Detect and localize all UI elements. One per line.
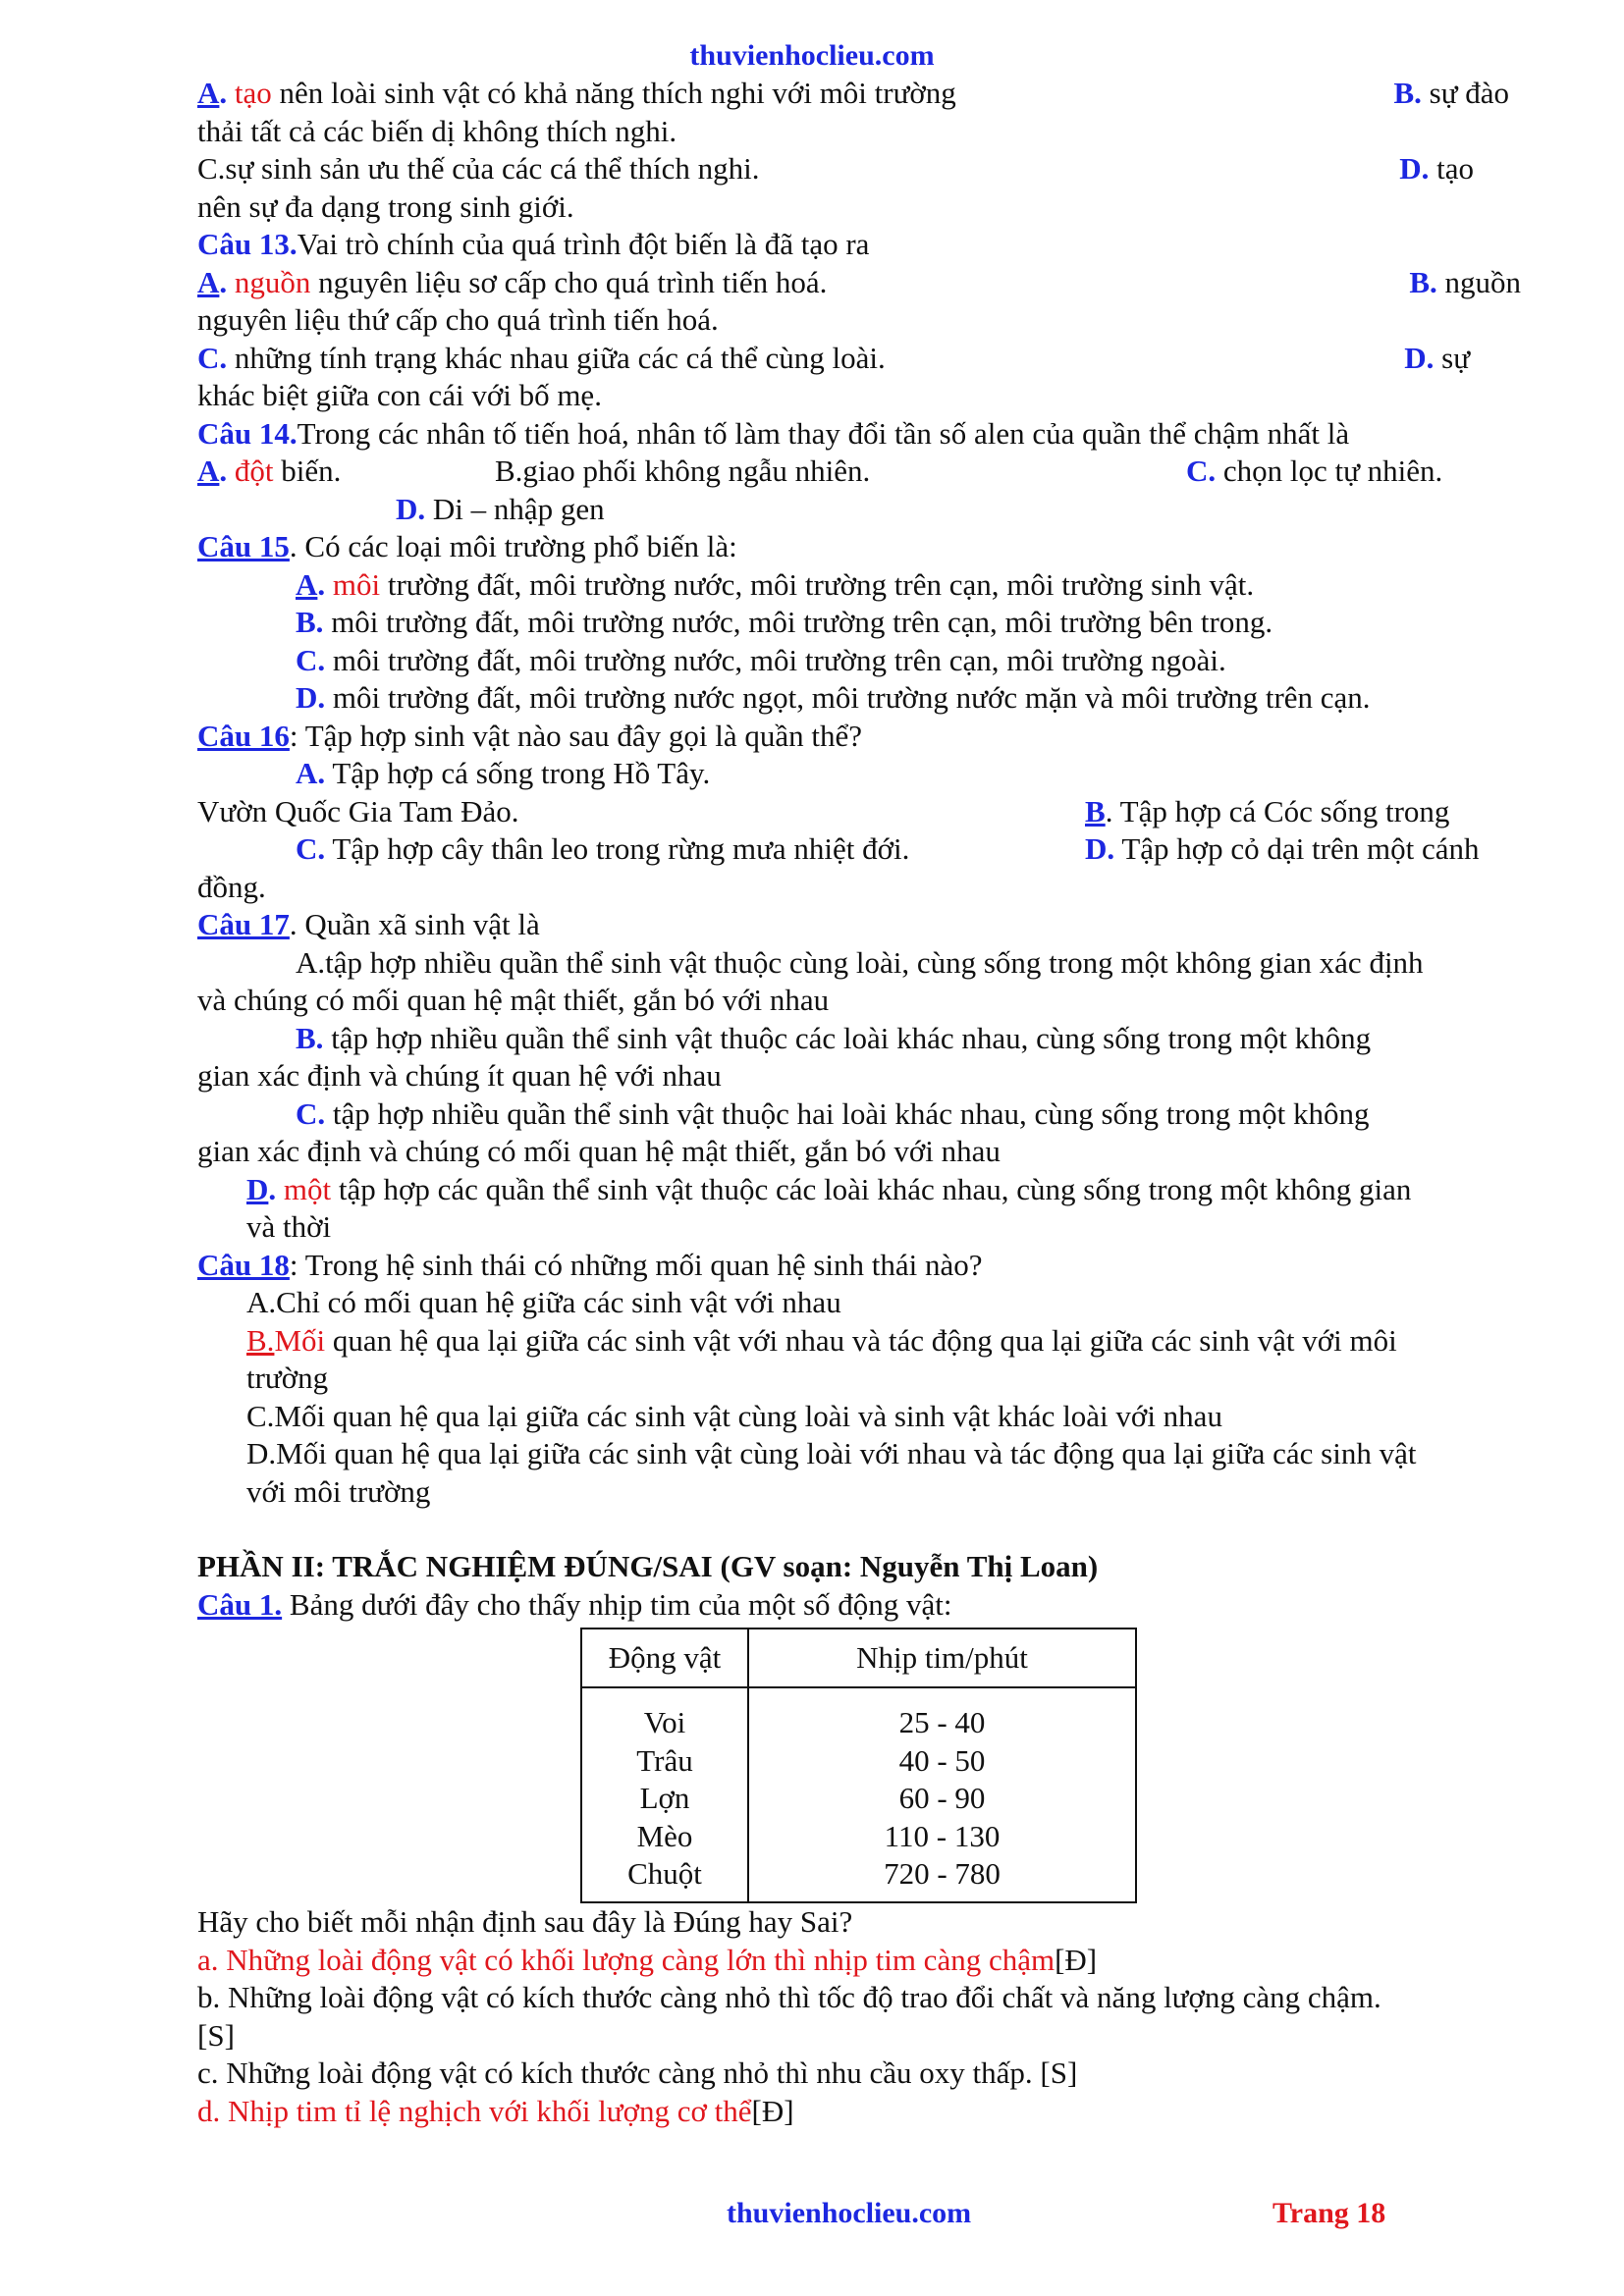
statement-b-l1: b. Những loài động vật có kích thước càng nhỏ thì tốc độ trao đổi chất và năng lượng càng chậm. [197, 1980, 1381, 2014]
q12-option-b-cont: thải tất cả các biến dị không thích nghi. [197, 113, 677, 148]
document-body [197, 75, 1525, 2130]
q15-option-c: C. môi trường đất, môi trường nước, môi trường trên cạn, môi trường ngoài. [296, 642, 1226, 677]
q13-stem: Câu 13.Vai trò chính của quá trình đột biến là đã tạo ra [197, 227, 870, 261]
q17-option-c-l2: gian xác định và chúng có mối quan hệ mật thiết, gắn bó với nhau [197, 1134, 1001, 1168]
table-row: Chuột 720 - 780 [581, 1855, 1136, 1902]
q18-option-b-l2: trường [246, 1361, 329, 1395]
q18-stem: Câu 18: Trong hệ sinh thái có những mối quan hệ sinh thái nào? [197, 1247, 983, 1282]
q13-option-d-cont: khác biệt giữa con cái với bố mẹ. [197, 378, 602, 412]
q17-option-d-l2: và thời [246, 1209, 332, 1244]
q14-options-line: A. đột biến. B.giao phối không ngẫu nhiên. C. chọn lọc tự nhiên. [197, 454, 1443, 488]
q12-option-a-line: A. tạo nên loài sinh vật có khả năng thích nghi với môi trường B. sự đào [197, 76, 1509, 110]
q17-option-a-l1: A.tập hợp nhiều quần thể sinh vật thuộc cùng loài, cùng sống trong một không gian xác định [296, 944, 1424, 980]
q16-stem: Câu 16: Tập hợp sinh vật nào sau đây gọi là quần thể? [197, 718, 863, 753]
q17-option-b-l1: B. tập hợp nhiều quần thể sinh vật thuộc các loài khác nhau, cùng sống trong một không [296, 1020, 1372, 1055]
page-number: Trang 18 [1272, 2197, 1386, 2229]
footer-site[interactable]: thuvienhoclieu.com [727, 2197, 972, 2229]
header-site[interactable]: thuvienhoclieu.com [689, 39, 935, 72]
q16-option-d-cont: đồng. [197, 869, 266, 904]
q14-option-d: D. Di – nhập gen [396, 491, 605, 526]
q15-option-a: A. môi trường đất, môi trường nước, môi trường trên cạn, môi trường sinh vật. [296, 566, 1255, 602]
q14-stem: Câu 14.Trong các nhân tố tiến hoá, nhân tố làm thay đổi tần số alen của quần thể chậm nhất là [197, 415, 1350, 451]
q18-option-b-l1: B.Mối quan hệ qua lại giữa các sinh vật với nhau và tác động qua lại giữa các sinh vật với môi [246, 1322, 1397, 1358]
q16-option-ab-line: A. Tập hợp cá sống trong Hồ Tây. B. Tập hợp cá Cóc sống trong [296, 756, 1450, 828]
q15-option-d: D. môi trường đất, môi trường nước ngọt, môi trường nước mặn và môi trường trên cạn. [296, 680, 1371, 715]
q18-option-d-l1: D.Mối quan hệ qua lại giữa các sinh vật cùng loài với nhau và tác động qua lại giữa các sinh vật [246, 1436, 1417, 1470]
q17-option-a-l2: và chúng có mối quan hệ mật thiết, gắn bó với nhau [197, 983, 830, 1017]
q18-option-c: C.Mối quan hệ qua lại giữa các sinh vật cùng loài và sinh vật khác loài với nhau [246, 1398, 1222, 1433]
part2-q1-stem: Câu 1. Bảng dưới đây cho thấy nhịp tim của một số động vật: [197, 1586, 952, 1622]
q13-option-b-cont: nguyên liệu thứ cấp cho quá trình tiến hoá. [197, 302, 719, 337]
q13-option-c-line: C. những tính trạng khác nhau giữa các cá thể cùng loài. D. sự [197, 340, 1470, 375]
heart-rate-table-wrap [197, 1624, 1525, 1903]
q16-option-cd-line: C. Tập hợp cây thân leo trong rừng mưa nhiệt đới. D. Tập hợp cỏ dại trên một cánh [296, 831, 1480, 866]
q17-option-c-l1: C. tập hợp nhiều quần thể sinh vật thuộc hai loài khác nhau, cùng sống trong một không [296, 1095, 1370, 1131]
table-header-rate: Nhịp tim/phút [748, 1629, 1136, 1687]
q16-option-b-cont: Vườn Quốc Gia Tam Đảo. [197, 793, 519, 828]
q12-option-c-line: C.sự sinh sản ưu thế của các cá thể thích nghi. D. tạo [197, 151, 1474, 186]
table-row: Trâu 40 - 50 [581, 1742, 1136, 1781]
q18-option-a: A.Chỉ có mối quan hệ giữa các sinh vật với nhau [246, 1285, 841, 1319]
q17-option-b-l2: gian xác định và chúng ít quan hệ với nhau [197, 1058, 722, 1093]
q17-option-d-l1: D. một tập hợp các quần thể sinh vật thuộc các loài khác nhau, cùng sống trong một không gian [246, 1171, 1412, 1206]
q18-option-d-l2: với môi trường [246, 1473, 431, 1509]
part2-prompt: Hãy cho biết mỗi nhận định sau đây là Đúng hay Sai? [197, 1904, 853, 1939]
q17-stem: Câu 17. Quần xã sinh vật là [197, 907, 540, 941]
q12-option-d-cont: nên sự đa dạng trong sinh giới. [197, 188, 574, 224]
statement-b-l2: [S] [197, 2017, 235, 2053]
q15-option-b: B. môi trường đất, môi trường nước, môi trường trên cạn, môi trường bên trong. [296, 605, 1273, 639]
table-row: Mèo 110 - 130 [581, 1818, 1136, 1856]
table-header-animal: Động vật [581, 1629, 748, 1687]
table-row: Voi 25 - 40 [581, 1687, 1136, 1742]
q15-stem: Câu 15. Có các loại môi trường phổ biến là: [197, 529, 737, 563]
statement-d: d. Nhịp tim tỉ lệ nghịch với khối lượng cơ thể[Đ] [197, 2093, 794, 2128]
part2-heading: PHẦN II: TRẮC NGHIỆM ĐÚNG/SAI (GV soạn: Nguyễn Thị Loan) [197, 1549, 1099, 1583]
heart-rate-table [580, 1628, 1137, 1903]
table-row: Lợn 60 - 90 [581, 1780, 1136, 1818]
statement-a: a. Những loài động vật có khối lượng càng lớn thì nhịp tim càng chậm[Đ] [197, 1942, 1098, 1977]
q13-option-a-line: A. nguồn nguyên liệu sơ cấp cho quá trình tiến hoá. B. nguồn [197, 264, 1521, 299]
statement-c: c. Những loài động vật có kích thước càng nhỏ thì nhu cầu oxy thấp. [S] [197, 2056, 1078, 2090]
